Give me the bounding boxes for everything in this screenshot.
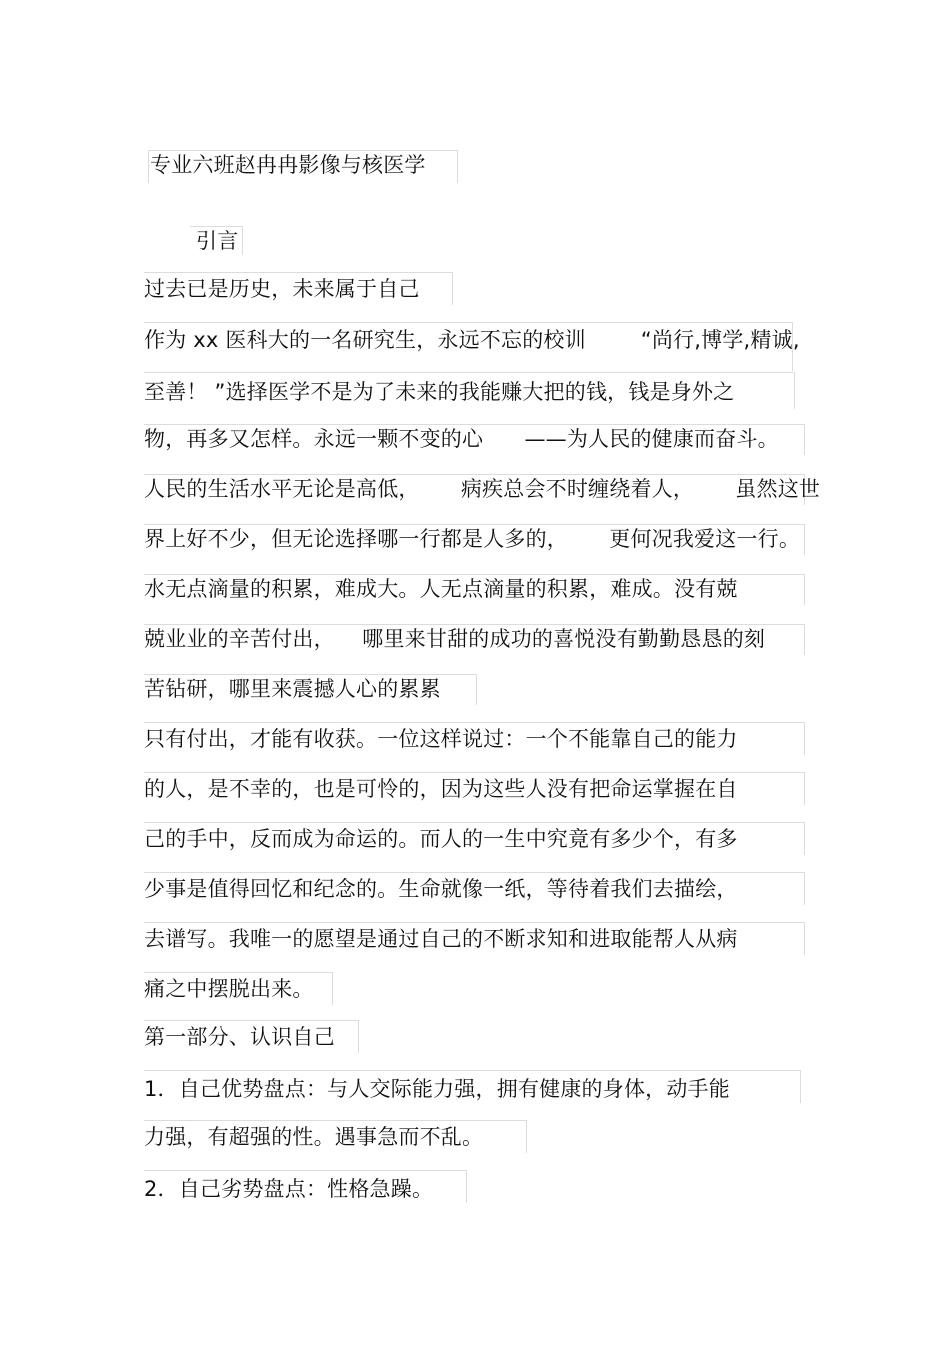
intro-heading: 引言	[196, 229, 239, 253]
paragraph-line: 人民的生活水平无论是高低， 病疾总会不时缠绕着人， 虽然这世	[144, 477, 821, 501]
paragraph-line: 痛之中摆脱出来。	[144, 977, 314, 1001]
paragraph-line: 苦钻研，哪里来震撼人心的累累	[144, 677, 441, 701]
paragraph-line: 界上好不少，但无论选择哪一行都是人多的， 更何况我爱这一行。	[144, 527, 801, 551]
document-header: 专业六班赵冉冉影像与核医学	[150, 153, 426, 177]
list-item: 1．自己优势盘点：与人交际能力强，拥有健康的身体，动手能	[144, 1077, 730, 1101]
paragraph-line: 水无点滴量的积累，难成大。人无点滴量的积累，难成。没有兢	[144, 577, 738, 601]
paragraph-line: 作为 xx 医科大的一名研究生，永远不忘的校训 “尚行,博学,精诚,	[144, 328, 800, 352]
paragraph-line: 己的手中，反而成为命运的。而人的一生中究竟有多少个，有多	[144, 827, 738, 851]
paragraph-line: 只有付出，才能有收获。一位这样说过：一个不能靠自己的能力	[144, 727, 738, 751]
paragraph-line: 物，再多又怎样。永远一颗不变的心 ——为人民的健康而奋斗。	[144, 427, 779, 451]
paragraph-line: 过去已是历史，未来属于自己	[144, 277, 420, 301]
paragraph-line: 去谱写。我唯一的愿望是通过自己的不断求知和进取能帮人从病	[144, 927, 738, 951]
paragraph-line: 的人，是不幸的，也是可怜的，因为这些人没有把命运掌握在自	[144, 777, 738, 801]
list-item: 力强，有超强的性。遇事急而不乱。	[144, 1125, 484, 1149]
paragraph-line: 至善！ ”选择医学不是为了未来的我能赚大把的钱，钱是身外之	[144, 380, 735, 404]
section-heading: 第一部分、认识自己	[144, 1025, 335, 1049]
list-item: 2．自己劣势盘点：性格急躁。	[144, 1177, 434, 1201]
paragraph-line: 少事是值得回忆和纪念的。生命就像一纸，等待着我们去描绘，	[144, 877, 738, 901]
paragraph-line: 兢业业的辛苦付出， 哪里来甘甜的成功的喜悦没有勤勤恳恳的刻	[144, 627, 766, 651]
